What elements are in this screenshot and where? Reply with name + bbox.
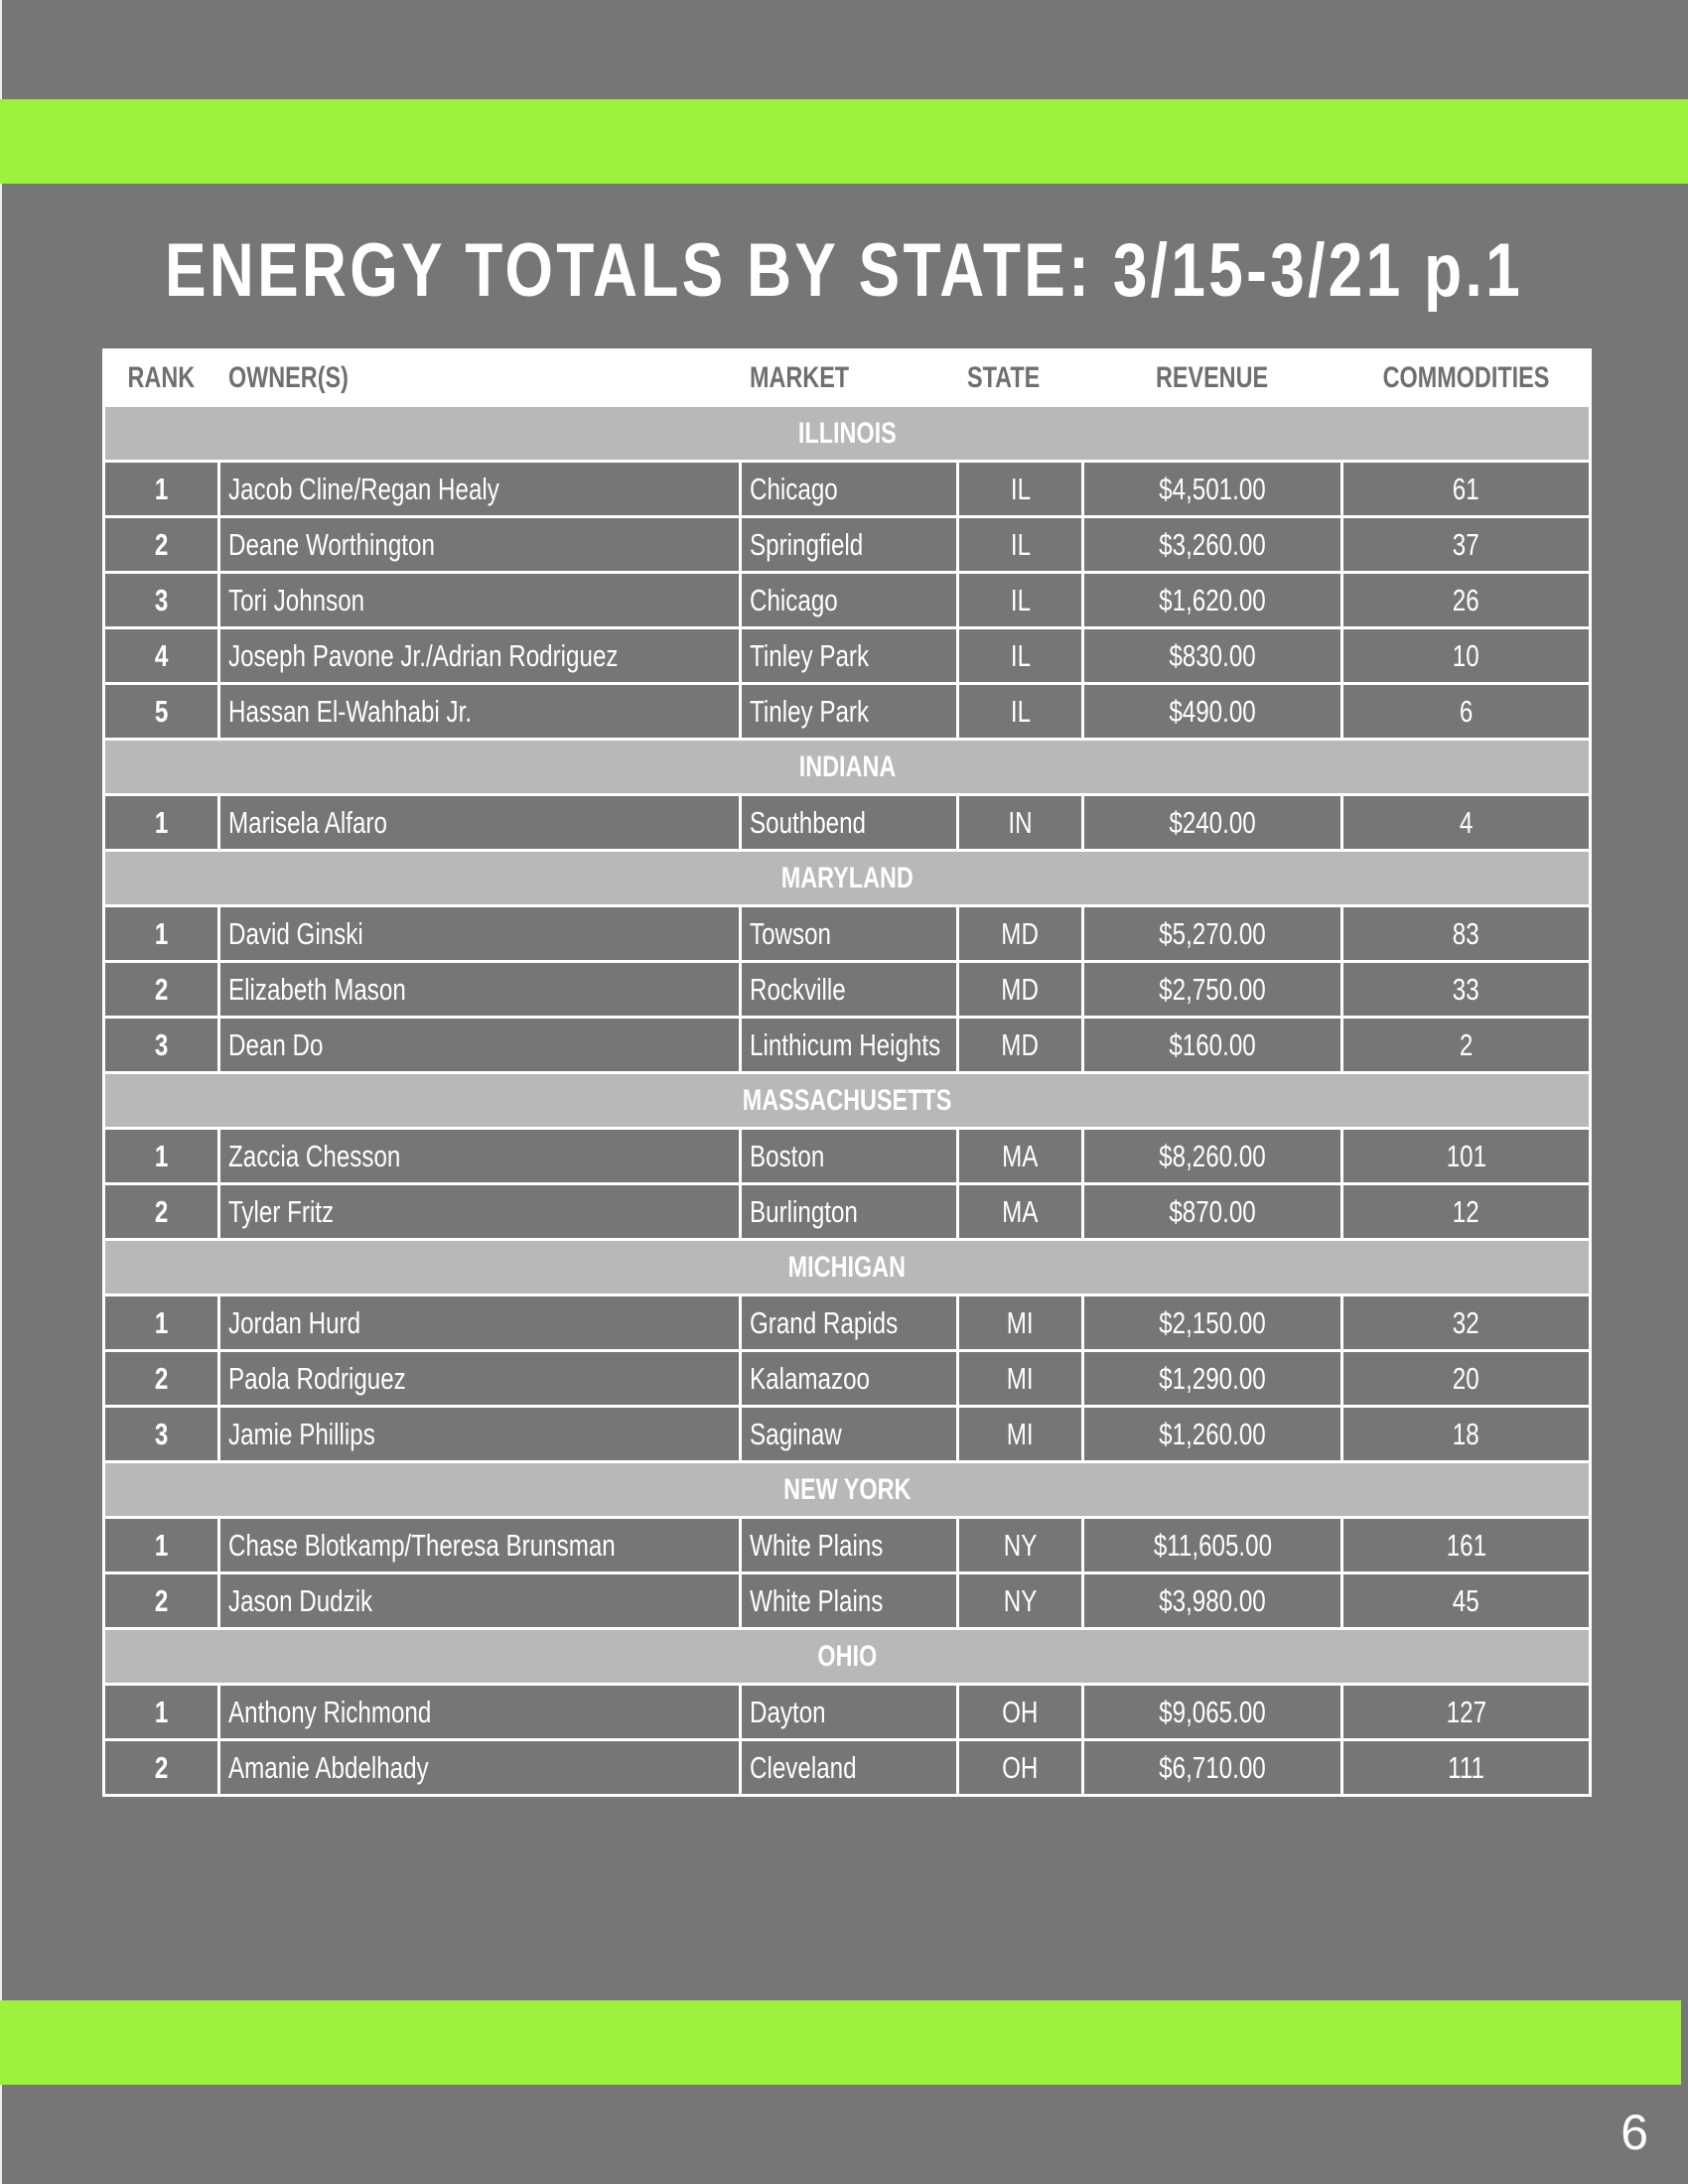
cell-rank: 1 (104, 1296, 219, 1351)
cell-market: Springfield (741, 517, 958, 573)
cell-rank: 4 (104, 628, 219, 684)
cell-rank: 1 (104, 795, 219, 851)
cell-owner: Jason Dudzik (219, 1573, 741, 1629)
section-header-row (104, 1462, 1591, 1518)
table-row (104, 517, 1591, 573)
cell-revenue: $5,270.00 (1083, 906, 1342, 962)
cell-market: White Plains (741, 1573, 958, 1629)
cell-commodities: 2 (1342, 1018, 1591, 1073)
cell-revenue: $11,605.00 (1083, 1518, 1342, 1573)
cell-market: Tinley Park (741, 628, 958, 684)
section-header-row (104, 1240, 1591, 1296)
cell-rank: 2 (104, 1573, 219, 1629)
table-header-row (104, 350, 1591, 406)
energy-totals-table-container (102, 348, 1589, 1797)
cell-revenue: $870.00 (1083, 1184, 1342, 1240)
cell-commodities: 101 (1342, 1129, 1591, 1184)
header-commodities: COMMODITIES (1342, 350, 1591, 406)
cell-rank: 3 (104, 1018, 219, 1073)
cell-rank: 1 (104, 906, 219, 962)
cell-commodities: 6 (1342, 684, 1591, 740)
table-row (104, 1407, 1591, 1462)
cell-revenue: $1,290.00 (1083, 1351, 1342, 1407)
cell-state: IL (958, 573, 1083, 628)
cell-market: Kalamazoo (741, 1351, 958, 1407)
cell-state: IL (958, 628, 1083, 684)
cell-owner: Paola Rodriguez (219, 1351, 741, 1407)
cell-market: Linthicum Heights (741, 1018, 958, 1073)
section-header-row (104, 406, 1591, 462)
cell-state: NY (958, 1518, 1083, 1573)
cell-revenue: $8,260.00 (1083, 1129, 1342, 1184)
page-title: ENERGY TOTALS BY STATE: 3/15-3/21 p.1 (164, 228, 1524, 313)
cell-market: Towson (741, 906, 958, 962)
table-body (104, 406, 1591, 1796)
cell-commodities: 83 (1342, 906, 1591, 962)
table-row (104, 795, 1591, 851)
table-row (104, 1740, 1591, 1796)
section-header-row (104, 1629, 1591, 1685)
cell-rank: 1 (104, 1518, 219, 1573)
bottom-accent-band (0, 2000, 1681, 2085)
section-title: MICHIGAN (104, 1240, 1591, 1296)
cell-commodities: 33 (1342, 962, 1591, 1018)
cell-market: Tinley Park (741, 684, 958, 740)
table-row (104, 1518, 1591, 1573)
section-title: ILLINOIS (104, 406, 1591, 462)
section-title: OHIO (104, 1629, 1591, 1685)
section-header-row (104, 851, 1591, 906)
cell-market: Burlington (741, 1184, 958, 1240)
cell-rank: 2 (104, 1740, 219, 1796)
cell-owner: Anthony Richmond (219, 1685, 741, 1740)
cell-state: IN (958, 795, 1083, 851)
cell-state: MD (958, 1018, 1083, 1073)
cell-commodities: 18 (1342, 1407, 1591, 1462)
header-revenue: REVENUE (1083, 350, 1342, 406)
cell-state: MI (958, 1351, 1083, 1407)
cell-rank: 1 (104, 1685, 219, 1740)
top-accent-band (0, 99, 1688, 184)
cell-owner: Marisela Alfaro (219, 795, 741, 851)
cell-revenue: $160.00 (1083, 1018, 1342, 1073)
cell-market: Dayton (741, 1685, 958, 1740)
cell-state: IL (958, 517, 1083, 573)
header-owners: OWNER(S) (219, 350, 741, 406)
cell-rank: 5 (104, 684, 219, 740)
cell-state: MI (958, 1296, 1083, 1351)
cell-rank: 2 (104, 1351, 219, 1407)
cell-commodities: 161 (1342, 1518, 1591, 1573)
cell-owner: Elizabeth Mason (219, 962, 741, 1018)
cell-owner: Dean Do (219, 1018, 741, 1073)
cell-revenue: $9,065.00 (1083, 1685, 1342, 1740)
energy-totals-table (102, 348, 1592, 1797)
section-title: MARYLAND (104, 851, 1591, 906)
cell-state: MD (958, 906, 1083, 962)
cell-revenue: $6,710.00 (1083, 1740, 1342, 1796)
table-row (104, 1018, 1591, 1073)
cell-rank: 3 (104, 573, 219, 628)
cell-state: MA (958, 1129, 1083, 1184)
cell-state: MA (958, 1184, 1083, 1240)
cell-owner: David Ginski (219, 906, 741, 962)
cell-rank: 1 (104, 1129, 219, 1184)
cell-commodities: 32 (1342, 1296, 1591, 1351)
page-number: 6 (1620, 2105, 1648, 2160)
cell-revenue: $490.00 (1083, 684, 1342, 740)
cell-commodities: 127 (1342, 1685, 1591, 1740)
cell-state: IL (958, 684, 1083, 740)
header-state: STATE (958, 350, 1083, 406)
cell-owner: Hassan El-Wahhabi Jr. (219, 684, 741, 740)
cell-rank: 2 (104, 962, 219, 1018)
cell-commodities: 111 (1342, 1740, 1591, 1796)
section-title: MASSACHUSETTS (104, 1073, 1591, 1129)
cell-market: Grand Rapids (741, 1296, 958, 1351)
cell-commodities: 45 (1342, 1573, 1591, 1629)
table-row (104, 1296, 1591, 1351)
cell-commodities: 4 (1342, 795, 1591, 851)
cell-market: Cleveland (741, 1740, 958, 1796)
cell-market: Chicago (741, 573, 958, 628)
cell-revenue: $2,750.00 (1083, 962, 1342, 1018)
cell-state: IL (958, 462, 1083, 517)
table-row (104, 962, 1591, 1018)
section-header-row (104, 740, 1591, 795)
cell-market: White Plains (741, 1518, 958, 1573)
cell-market: Saginaw (741, 1407, 958, 1462)
cell-owner: Tori Johnson (219, 573, 741, 628)
cell-owner: Zaccia Chesson (219, 1129, 741, 1184)
cell-commodities: 20 (1342, 1351, 1591, 1407)
cell-commodities: 10 (1342, 628, 1591, 684)
header-rank: RANK (104, 350, 219, 406)
table-row (104, 1351, 1591, 1407)
table-row (104, 1685, 1591, 1740)
cell-market: Rockville (741, 962, 958, 1018)
table-row (104, 573, 1591, 628)
cell-state: MI (958, 1407, 1083, 1462)
table-row (104, 684, 1591, 740)
cell-owner: Jordan Hurd (219, 1296, 741, 1351)
cell-commodities: 61 (1342, 462, 1591, 517)
cell-revenue: $1,260.00 (1083, 1407, 1342, 1462)
cell-market: Southbend (741, 795, 958, 851)
cell-owner: Amanie Abdelhady (219, 1740, 741, 1796)
table-row (104, 1184, 1591, 1240)
cell-revenue: $2,150.00 (1083, 1296, 1342, 1351)
cell-commodities: 26 (1342, 573, 1591, 628)
table-row (104, 906, 1591, 962)
cell-market: Chicago (741, 462, 958, 517)
cell-state: NY (958, 1573, 1083, 1629)
cell-revenue: $830.00 (1083, 628, 1342, 684)
section-title: NEW YORK (104, 1462, 1591, 1518)
cell-market: Boston (741, 1129, 958, 1184)
header-market: MARKET (741, 350, 958, 406)
cell-revenue: $1,620.00 (1083, 573, 1342, 628)
cell-owner: Joseph Pavone Jr./Adrian Rodriguez (219, 628, 741, 684)
table-row (104, 1129, 1591, 1184)
cell-rank: 2 (104, 517, 219, 573)
cell-revenue: $4,501.00 (1083, 462, 1342, 517)
cell-owner: Jacob Cline/Regan Healy (219, 462, 741, 517)
cell-commodities: 37 (1342, 517, 1591, 573)
table-row (104, 1573, 1591, 1629)
cell-commodities: 12 (1342, 1184, 1591, 1240)
cell-owner: Chase Blotkamp/Theresa Brunsman (219, 1518, 741, 1573)
cell-revenue: $3,260.00 (1083, 517, 1342, 573)
cell-rank: 1 (104, 462, 219, 517)
cell-owner: Deane Worthington (219, 517, 741, 573)
section-header-row (104, 1073, 1591, 1129)
cell-revenue: $3,980.00 (1083, 1573, 1342, 1629)
cell-owner: Jamie Phillips (219, 1407, 741, 1462)
cell-rank: 2 (104, 1184, 219, 1240)
table-row (104, 462, 1591, 517)
cell-state: MD (958, 962, 1083, 1018)
cell-state: OH (958, 1685, 1083, 1740)
cell-revenue: $240.00 (1083, 795, 1342, 851)
table-row (104, 628, 1591, 684)
cell-rank: 3 (104, 1407, 219, 1462)
section-title: INDIANA (104, 740, 1591, 795)
cell-owner: Tyler Fritz (219, 1184, 741, 1240)
cell-state: OH (958, 1740, 1083, 1796)
